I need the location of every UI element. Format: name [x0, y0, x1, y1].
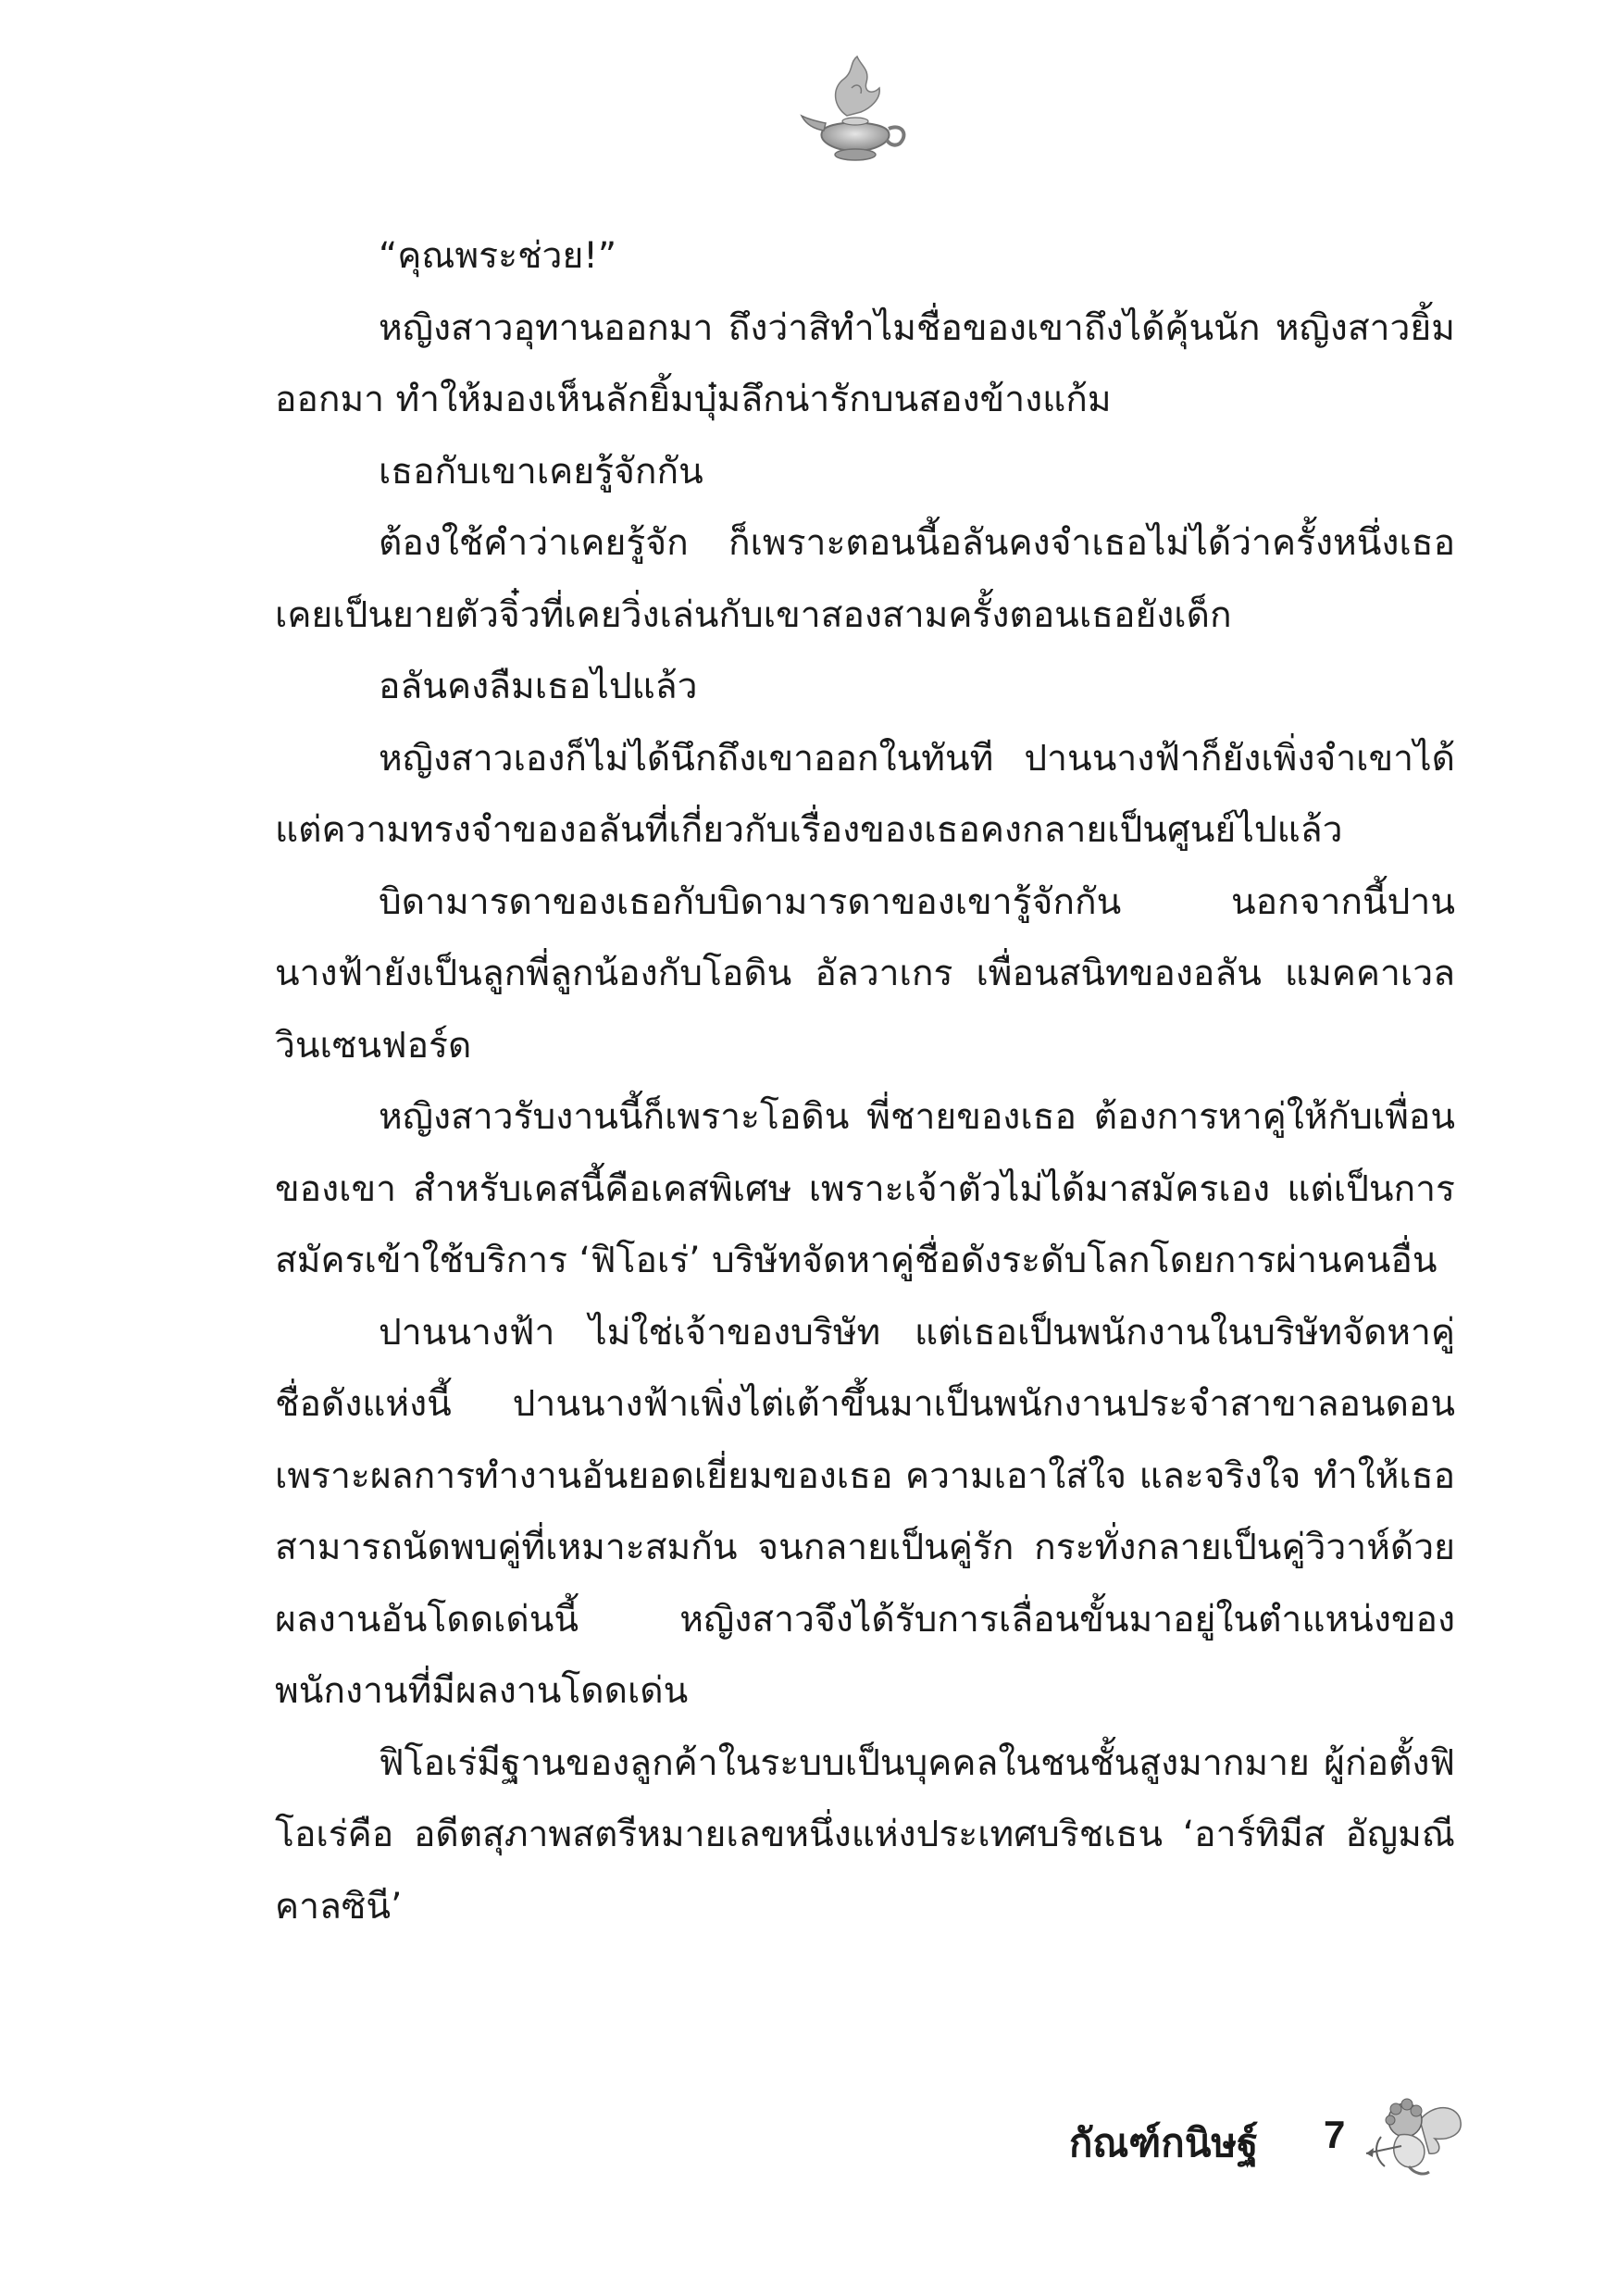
paragraph: หญิงสาวรับงานนี้ก็เพราะโอดิน พี่ชายของเธอ ต้องการหาคู่ให้กับเพื่อนของเขา สำหรับเคสนี้คือเคสพิเศษ เพราะเจ้าตัวไม่ได้มาสมัครเอง แต่เป็นการสมัครเข้าใช้บริการ ‘ฟิโอเร่’ บริษัทจัดหาคู่ชื่อดังระดับโลกโดยการผ่านคนอื่น: [275, 1096, 1455, 1281]
paragraph: “คุณพระช่วย!”: [379, 235, 617, 277]
genie-lamp-icon: [796, 51, 916, 171]
paragraph: ปานนางฟ้า ไม่ใช่เจ้าของบริษัท แต่เธอเป็นพนักงานในบริษัทจัดหาคู่ชื่อดังแห่งนี้ ปานนางฟ้าเพิ่งไต่เต้าขึ้นมาเป็นพนักงานประจำสาขาลอนดอนเพราะผลการทำงานอันยอดเยี่ยมของเธอ ความเอาใส่ใจ และจริงใจ ทำให้เธอสามารถนัดพบคู่ที่เหมาะสมกัน จนกลายเป็นคู่รัก กระทั่งกลายเป็นคู่วิวาห์ด้วยผลงานอันโดดเด่นนี้ หญิงสาวจึงได้รับการเลื่อนขั้นมาอยู่ในตำแหน่งของพนักงานที่มีผลงานโดดเด่น: [275, 1311, 1455, 1712]
paragraph: อลันคงลืมเธอไปแล้ว: [379, 666, 698, 707]
book-title: กัณฑ์กนิษฐ์: [1069, 2120, 1259, 2165]
page-number: 7: [1324, 2113, 1346, 2156]
chapter-body-text: [275, 220, 1455, 1942]
paragraph: เธอกับเขาเคยรู้จักกัน: [379, 450, 703, 493]
page-footer: [1055, 2092, 1500, 2185]
paragraph: หญิงสาวเองก็ไม่ได้นึกถึงเขาออกในทันที ปานนางฟ้าก็ยังเพิ่งจำเขาได้ แต่ความทรงจำของอลันที่เกี่ยวกับเรื่องของเธอคงกลายเป็นศูนย์ไปแล้ว: [275, 737, 1455, 851]
paragraph: ฟิโอเร่มีฐานของลูกค้าในระบบเป็นบุคคลในชนชั้นสูงมากมาย ผู้ก่อตั้งฟิโอเร่คือ อดีตสุภาพสตรีหมายเลขหนึ่งแห่งประเทศบริชเธน ‘อาร์ทิมีส อัญมณี คาลซินี’: [275, 1741, 1455, 1928]
paragraph: บิดามารดาของเธอกับบิดามารดาของเขารู้จักกัน นอกจากนี้ปานนางฟ้ายังเป็นลูกพี่ลูกน้องกับโอดิน อัลวาเกร เพื่อนสนิทของอลัน แมคคาเวลวินเซนฟอร์ด: [275, 880, 1455, 1067]
cupid-icon: [1363, 2092, 1464, 2185]
paragraph: ต้องใช้คำว่าเคยรู้จัก ก็เพราะตอนนี้อลันคงจำเธอไม่ได้ว่าครั้งหนึ่งเธอเคยเป็นยายตัวจิ๋วที่เคยวิ่งเล่นกับเขาสองสามครั้งตอนเธอยังเด็ก: [275, 522, 1455, 636]
paragraph: หญิงสาวอุทานออกมา ถึงว่าสิทำไมชื่อของเขาถึงได้คุ้นนัก หญิงสาวยิ้มออกมา ทำให้มองเห็นลักยิ้มบุ๋มลึกน่ารักบนสองข้างแก้ม: [275, 306, 1455, 420]
